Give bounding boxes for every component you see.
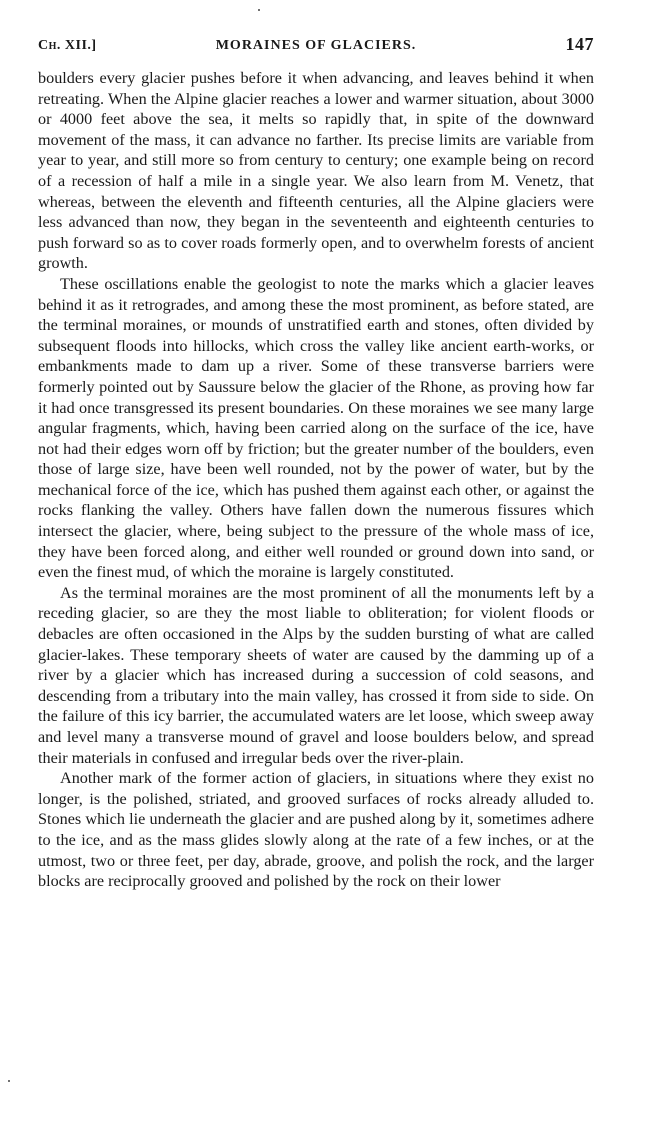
- body-text: [38, 68, 594, 892]
- page-number: 147: [565, 34, 594, 54]
- chapter-reference: Ch. XII.]: [38, 38, 97, 53]
- running-head: [38, 34, 594, 60]
- book-page: [38, 34, 594, 892]
- paragraph: As the terminal moraines are the most prominent of all the monuments left by a receding glacier, so are they the most liable to obliteration; for violent floods or debacles are often occasioned in the Alps by the sudden bursting of what are called glacier-lakes. These temporary sheets of water are caused by the damming up of a river by a glacier which has increased during a succession of cold seasons, and descending from a tributary into the main valley, has crossed it from side to side. On the failure of this icy barrier, the accumulated waters are let loose, which sweep away and level many a transverse mound of gravel and loose boulders below, and spread their materials in confused and irregular beds over the river-plain.: [38, 583, 594, 767]
- running-title: MORAINES OF GLACIERS.: [215, 38, 417, 53]
- paper-speck: [8, 1080, 10, 1082]
- paragraph: These oscillations enable the geologist to note the marks which a glacier leaves behind it as it retrogrades, and among these the most prominent, as before stated, are the terminal moraines, or mounds of unstratified earth and stones, often divided by subsequent floods into hillocks, which cross the valley like ancient earth-works, or embankments made to dam up a river. Some of these transverse barriers were formerly pointed out by Saussure below the glacier of the Rhone, as proving how far it had once transgressed its present boundaries. On these moraines we see many large angular fragments, which, having been carried along on the surface of the ice, have not had their edges worn off by friction; but the greater number of the boulders, even those of large size, have been well rounded, not by the power of water, but by the mechanical force of the ice, which has pushed them against each other, or against the rocks flanking the valley. Others have fallen down the numerous fissures which intersect the glacier, where, being subject to the pressure of the whole mass of ice, they have been forced along, and either well rounded or ground down into sand, or even the finest mud, of which the moraine is largely constituted.: [38, 274, 594, 582]
- paragraph: Another mark of the former action of glaciers, in situations where they exist no longer, is the polished, striated, and grooved surfaces of rocks already alluded to. Stones which lie underneath the glacier and are pushed along by it, sometimes adhere to the ice, and as the mass glides slowly along at the rate of a few inches, or at the utmost, two or three feet, per day, abrade, groove, and polish the rock, and the larger blocks are reciprocally grooved and polished by the rock on their lower: [38, 769, 594, 891]
- paragraph: boulders every glacier pushes before it when advancing, and leaves behind it when retreating. When the Alpine glacier reaches a lower and warmer situation, about 3000 or 4000 feet above the sea, it melts so rapidly that, in spite of the downward movement of the mass, it can advance no farther. Its precise limits are variable from year to year, and still more so from century to century; one example being on record of a recession of half a mile in a single year. We also learn from M. Venetz, that whereas, between the eleventh and fifteenth centuries, all the Alpine glaciers were less advanced than now, they began in the seventeenth and eighteenth centuries to push forward so as to cover roads formerly open, and to overwhelm forests of ancient growth.: [38, 69, 594, 273]
- paper-speck: [258, 9, 260, 11]
